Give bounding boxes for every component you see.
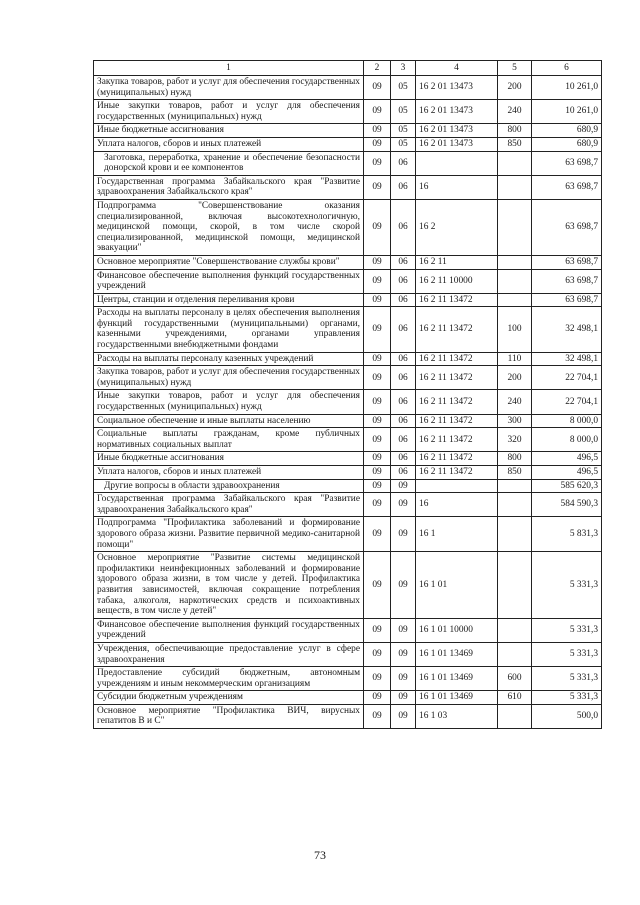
subsection-cell: 09 [391,618,416,642]
section-cell: 09 [364,366,391,390]
table-row [94,428,602,452]
subsection-cell: 06 [391,175,416,199]
amount-cell: 584 590,3 [532,493,602,517]
amount-cell: 32 498,1 [532,352,602,366]
expense-type-cell: 110 [498,352,532,366]
expense-type-cell [498,642,532,666]
target-article-cell: 16 2 11 13472 [416,307,498,352]
amount-cell: 5 831,3 [532,517,602,552]
table-row [94,255,602,269]
name-cell: Другие вопросы в области здравоохранения [94,479,364,493]
target-article-cell: 16 2 11 13472 [416,452,498,466]
table-row [94,691,602,705]
name-cell: Социальное обеспечение и иные выплаты населению [94,414,364,428]
amount-cell: 496,5 [532,466,602,480]
section-cell: 09 [364,466,391,480]
section-cell: 09 [364,307,391,352]
amount-cell: 680,9 [532,124,602,138]
expense-type-cell [498,293,532,307]
section-cell: 09 [364,269,391,293]
target-article-cell [416,151,498,175]
section-cell: 09 [364,704,391,728]
amount-cell: 5 331,3 [532,642,602,666]
section-cell: 09 [364,293,391,307]
expense-type-cell [498,704,532,728]
section-cell: 09 [364,255,391,269]
subsection-cell: 05 [391,137,416,151]
name-cell: Учреждения, обеспечивающие предоставление услуг в сфере здравоохранения [94,642,364,666]
subsection-cell: 05 [391,76,416,100]
target-article-cell: 16 1 [416,517,498,552]
expense-type-cell: 850 [498,137,532,151]
table-row [94,452,602,466]
section-cell: 09 [364,517,391,552]
target-article-cell: 16 [416,493,498,517]
subsection-cell: 09 [391,517,416,552]
section-cell: 09 [364,691,391,705]
amount-cell: 5 331,3 [532,691,602,705]
section-cell: 09 [364,642,391,666]
expense-type-cell [498,255,532,269]
table-row [94,667,602,691]
amount-cell: 22 704,1 [532,366,602,390]
table-row [94,493,602,517]
expense-type-cell [498,175,532,199]
subsection-cell: 06 [391,366,416,390]
subsection-cell: 06 [391,255,416,269]
amount-cell: 32 498,1 [532,307,602,352]
name-cell: Субсидии бюджетным учреждениям [94,691,364,705]
expense-type-cell [498,517,532,552]
name-cell: Закупка товаров, работ и услуг для обеспечения государственных (муниципальных) нужд [94,76,364,100]
table-row [94,76,602,100]
expense-type-cell [498,269,532,293]
table-row [94,642,602,666]
expense-type-cell: 850 [498,466,532,480]
name-cell: Подпрограмма "Профилактика заболеваний и формирование здорового образа жизни. Развитие первичной медико-санитарной помощи" [94,517,364,552]
subsection-cell: 09 [391,642,416,666]
target-article-cell: 16 2 11 13472 [416,293,498,307]
amount-cell: 63 698,7 [532,175,602,199]
amount-cell: 680,9 [532,137,602,151]
name-cell: Государственная программа Забайкальского края "Развитие здравоохранения Забайкальского края" [94,493,364,517]
section-cell: 09 [364,151,391,175]
amount-cell: 63 698,7 [532,199,602,255]
target-article-cell: 16 1 01 13469 [416,642,498,666]
target-article-cell: 16 2 01 13473 [416,124,498,138]
subsection-cell: 09 [391,704,416,728]
expense-type-cell: 610 [498,691,532,705]
amount-cell: 63 698,7 [532,269,602,293]
name-cell: Финансовое обеспечение выполнения функций государственных учреждений [94,269,364,293]
expense-type-cell [498,618,532,642]
budget-table [93,60,602,729]
subsection-cell: 05 [391,100,416,124]
section-cell: 09 [364,137,391,151]
name-cell: Расходы на выплаты персоналу казенных учреждений [94,352,364,366]
subsection-cell: 06 [391,307,416,352]
target-article-cell: 16 1 01 [416,552,498,619]
name-cell: Уплата налогов, сборов и иных платежей [94,137,364,151]
target-article-cell: 16 2 01 13473 [416,76,498,100]
amount-cell: 22 704,1 [532,390,602,414]
section-cell: 09 [364,124,391,138]
table-row [94,466,602,480]
target-article-cell: 16 1 01 13469 [416,667,498,691]
table-row [94,293,602,307]
table-row [94,366,602,390]
amount-cell: 10 261,0 [532,100,602,124]
target-article-cell: 16 2 11 13472 [416,466,498,480]
section-cell: 09 [364,175,391,199]
amount-cell: 63 698,7 [532,151,602,175]
subsection-cell: 09 [391,552,416,619]
table-row [94,552,602,619]
name-cell: Государственная программа Забайкальского края "Развитие здравоохранения Забайкальского края" [94,175,364,199]
section-cell: 09 [364,352,391,366]
subsection-cell: 09 [391,493,416,517]
section-cell: 09 [364,414,391,428]
expense-type-cell [498,493,532,517]
section-cell: 09 [364,493,391,517]
expense-type-cell: 240 [498,100,532,124]
name-cell: Предоставление субсидий бюджетным, автономным учреждениям и иным некоммерческим организациям [94,667,364,691]
amount-cell: 585 620,3 [532,479,602,493]
name-cell: Расходы на выплаты персоналу в целях обеспечения выполнения функций государственными (муниципальными) органами, казенными учреждениями, органами управления государственными внебюджетными фондами [94,307,364,352]
target-article-cell: 16 2 [416,199,498,255]
amount-cell: 496,5 [532,452,602,466]
amount-cell: 10 261,0 [532,76,602,100]
header-cell: 1 [94,61,364,76]
subsection-cell: 05 [391,124,416,138]
header-cell: 6 [532,61,602,76]
subsection-cell: 06 [391,466,416,480]
table-body [94,61,602,729]
subsection-cell: 06 [391,452,416,466]
target-article-cell: 16 1 03 [416,704,498,728]
amount-cell: 500,0 [532,704,602,728]
table-row [94,269,602,293]
expense-type-cell: 300 [498,414,532,428]
expense-type-cell: 600 [498,667,532,691]
table-row [94,517,602,552]
expense-type-cell [498,479,532,493]
subsection-cell: 06 [391,269,416,293]
section-cell: 09 [364,552,391,619]
table-row [94,390,602,414]
table-row [94,100,602,124]
target-article-cell: 16 2 11 13472 [416,366,498,390]
expense-type-cell [498,552,532,619]
subsection-cell: 06 [391,352,416,366]
section-cell: 09 [364,76,391,100]
amount-cell: 5 331,3 [532,667,602,691]
target-article-cell: 16 1 01 13469 [416,691,498,705]
header-cell: 5 [498,61,532,76]
amount-cell: 63 698,7 [532,293,602,307]
name-cell: Основное мероприятие "Совершенствование службы крови" [94,255,364,269]
section-cell: 09 [364,452,391,466]
header-cell: 3 [391,61,416,76]
expense-type-cell: 200 [498,76,532,100]
section-cell: 09 [364,390,391,414]
target-article-cell [416,479,498,493]
target-article-cell: 16 [416,175,498,199]
budget-table-container [93,60,601,729]
subsection-cell: 06 [391,199,416,255]
subsection-cell: 06 [391,428,416,452]
name-cell: Иные закупки товаров, работ и услуг для обеспечения государственных (муниципальных) нужд [94,100,364,124]
expense-type-cell: 200 [498,366,532,390]
name-cell: Закупка товаров, работ и услуг для обеспечения государственных (муниципальных) нужд [94,366,364,390]
expense-type-cell [498,151,532,175]
target-article-cell: 16 2 11 13472 [416,390,498,414]
table-row [94,124,602,138]
amount-cell: 5 331,3 [532,618,602,642]
table-row [94,151,602,175]
name-cell: Центры, станции и отделения переливания крови [94,293,364,307]
target-article-cell: 16 2 11 [416,255,498,269]
target-article-cell: 16 2 11 13472 [416,428,498,452]
name-cell: Заготовка, переработка, хранение и обеспечение безопасности донорской крови и ее компонентов [94,151,364,175]
target-article-cell: 16 1 01 10000 [416,618,498,642]
page-number: 73 [314,848,326,862]
expense-type-cell: 800 [498,124,532,138]
target-article-cell: 16 2 01 13473 [416,137,498,151]
name-cell: Иные бюджетные ассигнования [94,124,364,138]
expense-type-cell: 240 [498,390,532,414]
name-cell: Иные бюджетные ассигнования [94,452,364,466]
table-row [94,137,602,151]
amount-cell: 5 331,3 [532,552,602,619]
amount-cell: 63 698,7 [532,255,602,269]
section-cell: 09 [364,428,391,452]
name-cell: Финансовое обеспечение выполнения функций государственных учреждений [94,618,364,642]
subsection-cell: 09 [391,479,416,493]
table-row [94,479,602,493]
table-row [94,199,602,255]
target-article-cell: 16 2 11 10000 [416,269,498,293]
target-article-cell: 16 2 11 13472 [416,352,498,366]
table-row [94,307,602,352]
section-cell: 09 [364,100,391,124]
amount-cell: 8 000,0 [532,414,602,428]
subsection-cell: 06 [391,390,416,414]
section-cell: 09 [364,479,391,493]
name-cell: Подпрограмма "Совершенствование оказания специализированной, включая высокотехнологичную, медицинской помощи, скорой, в том числе скорой специализированной, медицинской помощи, медицинской эвакуации" [94,199,364,255]
amount-cell: 8 000,0 [532,428,602,452]
header-cell: 2 [364,61,391,76]
subsection-cell: 09 [391,691,416,705]
subsection-cell: 06 [391,293,416,307]
section-cell: 09 [364,618,391,642]
name-cell: Социальные выплаты гражданам, кроме публичных нормативных социальных выплат [94,428,364,452]
expense-type-cell: 100 [498,307,532,352]
expense-type-cell: 320 [498,428,532,452]
subsection-cell: 09 [391,667,416,691]
table-row [94,618,602,642]
target-article-cell: 16 2 01 13473 [416,100,498,124]
name-cell: Уплата налогов, сборов и иных платежей [94,466,364,480]
name-cell: Иные закупки товаров, работ и услуг для обеспечения государственных (муниципальных) нужд [94,390,364,414]
table-row [94,704,602,728]
target-article-cell: 16 2 11 13472 [416,414,498,428]
table-row [94,414,602,428]
table-row [94,175,602,199]
subsection-cell: 06 [391,151,416,175]
table-row [94,352,602,366]
subsection-cell: 06 [391,414,416,428]
name-cell: Основное мероприятие "Развитие системы медицинской профилактики неинфекционных заболеваний и формирование здорового образа жизни, в том числе у детей. Профилактика развития зависимостей, включая сокращение потребления табака, алкоголя, наркотических средств и психоактивных веществ, в том числе у детей" [94,552,364,619]
name-cell: Основное мероприятие "Профилактика ВИЧ, вирусных гепатитов В и С" [94,704,364,728]
expense-type-cell: 800 [498,452,532,466]
section-cell: 09 [364,667,391,691]
section-cell: 09 [364,199,391,255]
header-cell: 4 [416,61,498,76]
expense-type-cell [498,199,532,255]
header-row [94,61,602,76]
